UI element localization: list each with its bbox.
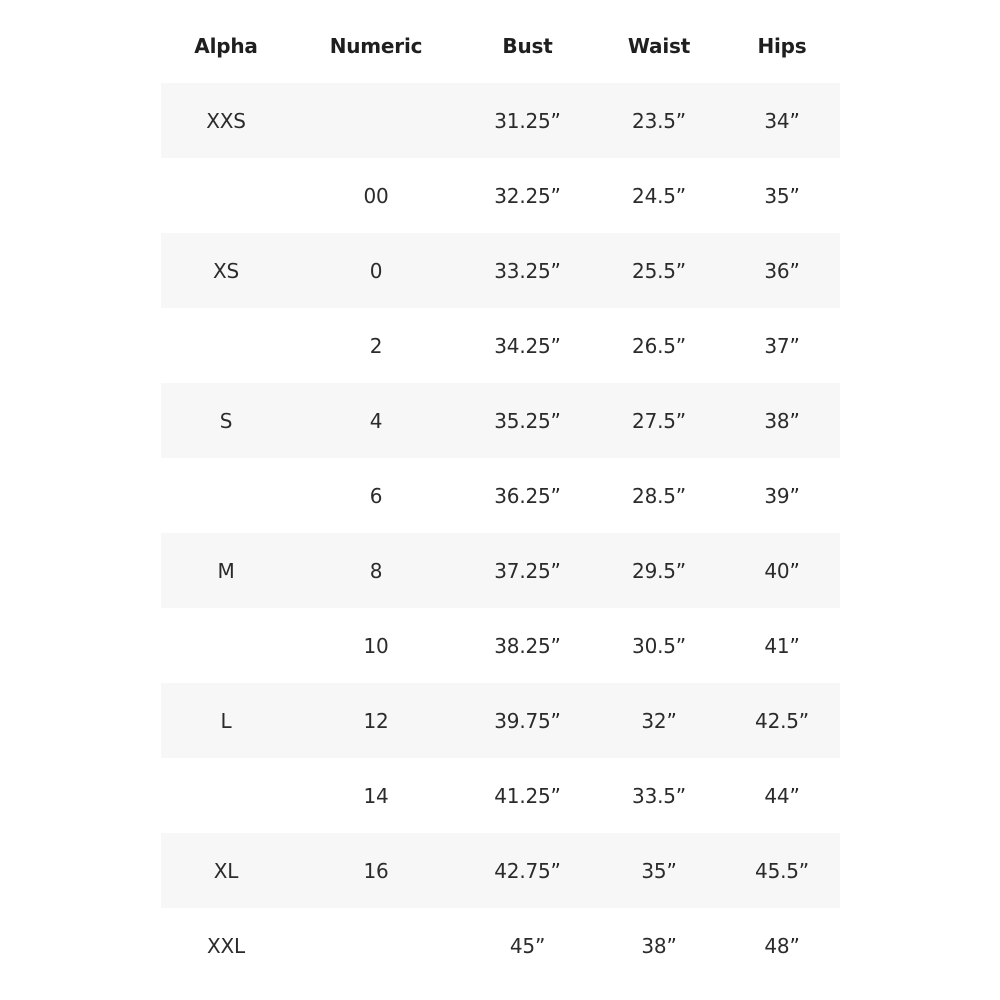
cell-numeric: 00 bbox=[363, 183, 389, 208]
size-chart-table bbox=[161, 8, 840, 983]
cell-bust: 45” bbox=[509, 933, 546, 958]
cell-hips: 42.5” bbox=[755, 708, 809, 733]
cell-bust: 42.75” bbox=[494, 858, 561, 883]
cell-hips: 36” bbox=[764, 258, 800, 283]
header-hips: Hips bbox=[757, 33, 807, 58]
cell-hips: 45.5” bbox=[755, 858, 809, 883]
cell-waist: 32” bbox=[641, 708, 677, 733]
cell-numeric: 16 bbox=[363, 858, 389, 883]
cell-bust: 31.25” bbox=[494, 108, 561, 133]
cell-alpha: XS bbox=[213, 258, 239, 283]
cell-waist: 35” bbox=[641, 858, 677, 883]
cell-numeric: 8 bbox=[369, 558, 383, 583]
table-row bbox=[161, 833, 840, 908]
table-header-row bbox=[161, 8, 840, 83]
header-waist: Waist bbox=[627, 33, 691, 58]
cell-bust: 39.75” bbox=[494, 708, 561, 733]
cell-waist: 38” bbox=[641, 933, 677, 958]
header-alpha: Alpha bbox=[194, 33, 258, 58]
cell-hips: 39” bbox=[764, 483, 800, 508]
table-row bbox=[161, 83, 840, 158]
cell-bust: 41.25” bbox=[494, 783, 561, 808]
header-numeric: Numeric bbox=[329, 33, 423, 58]
cell-numeric: 2 bbox=[369, 333, 383, 358]
cell-hips: 41” bbox=[764, 633, 800, 658]
table-row bbox=[161, 158, 840, 233]
cell-bust: 35.25” bbox=[494, 408, 561, 433]
table-row bbox=[161, 458, 840, 533]
cell-bust: 33.25” bbox=[494, 258, 561, 283]
table-row bbox=[161, 758, 840, 833]
cell-hips: 40” bbox=[764, 558, 800, 583]
cell-waist: 33.5” bbox=[632, 783, 686, 808]
table-row bbox=[161, 908, 840, 983]
cell-alpha: XL bbox=[213, 858, 239, 883]
cell-waist: 24.5” bbox=[632, 183, 686, 208]
cell-numeric: 10 bbox=[363, 633, 389, 658]
cell-bust: 38.25” bbox=[494, 633, 561, 658]
cell-waist: 28.5” bbox=[632, 483, 686, 508]
table-row bbox=[161, 608, 840, 683]
cell-hips: 35” bbox=[764, 183, 800, 208]
cell-waist: 25.5” bbox=[632, 258, 686, 283]
cell-hips: 38” bbox=[764, 408, 800, 433]
cell-waist: 23.5” bbox=[632, 108, 686, 133]
cell-alpha: M bbox=[217, 558, 235, 583]
cell-alpha: XXS bbox=[206, 108, 246, 133]
cell-bust: 36.25” bbox=[494, 483, 561, 508]
table-row bbox=[161, 383, 840, 458]
cell-waist: 29.5” bbox=[632, 558, 686, 583]
cell-bust: 32.25” bbox=[494, 183, 561, 208]
cell-numeric: 14 bbox=[363, 783, 389, 808]
cell-alpha: XXL bbox=[207, 933, 245, 958]
cell-alpha: S bbox=[219, 408, 233, 433]
cell-waist: 27.5” bbox=[632, 408, 686, 433]
cell-numeric: 6 bbox=[369, 483, 383, 508]
cell-bust: 37.25” bbox=[494, 558, 561, 583]
cell-alpha: L bbox=[220, 708, 232, 733]
cell-numeric: 0 bbox=[369, 258, 383, 283]
cell-hips: 48” bbox=[764, 933, 800, 958]
cell-hips: 34” bbox=[764, 108, 800, 133]
cell-numeric: 4 bbox=[369, 408, 383, 433]
header-bust: Bust bbox=[502, 33, 553, 58]
cell-waist: 26.5” bbox=[632, 333, 686, 358]
cell-numeric: 12 bbox=[363, 708, 389, 733]
cell-hips: 44” bbox=[764, 783, 800, 808]
table-row bbox=[161, 308, 840, 383]
table-row bbox=[161, 533, 840, 608]
table-row bbox=[161, 683, 840, 758]
table-row bbox=[161, 233, 840, 308]
cell-bust: 34.25” bbox=[494, 333, 561, 358]
cell-waist: 30.5” bbox=[632, 633, 686, 658]
cell-hips: 37” bbox=[764, 333, 800, 358]
